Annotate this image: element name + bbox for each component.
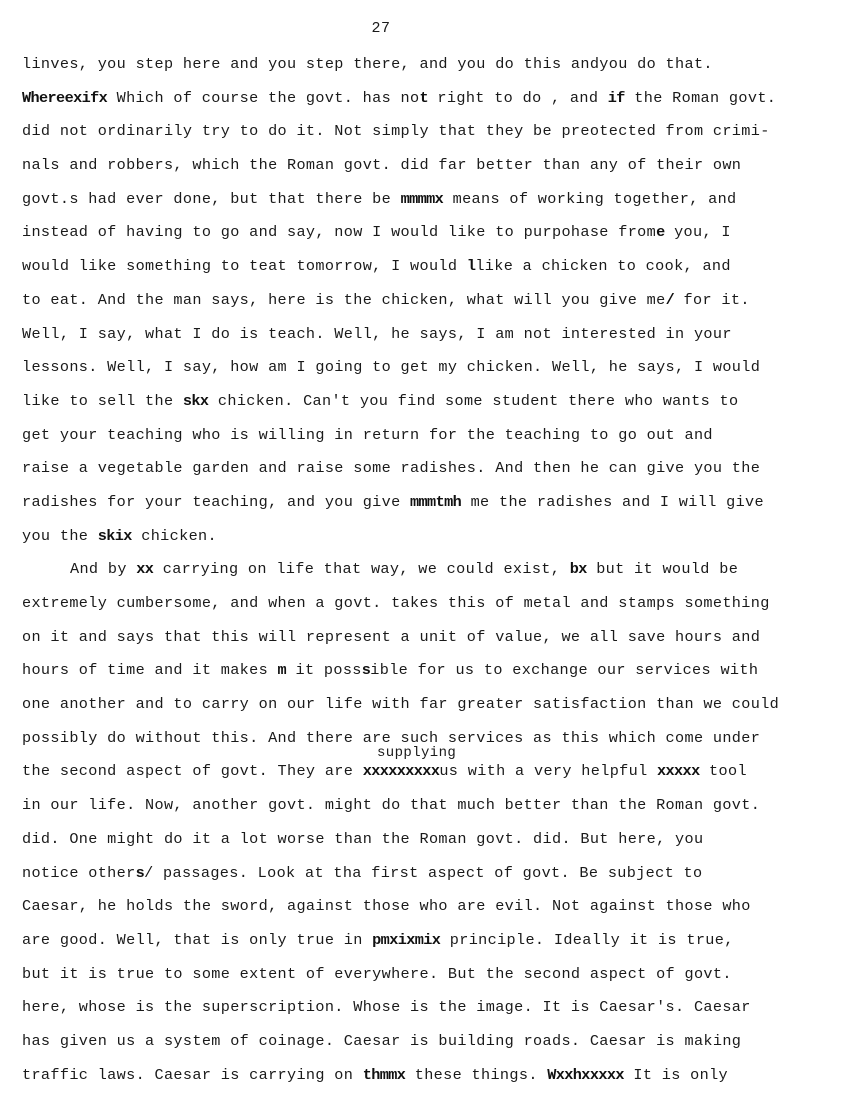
line-text: like to sell the <box>22 391 183 410</box>
struck-text: bx <box>569 560 587 579</box>
page-number: 27 <box>371 20 391 37</box>
line-text: me the radishes and I will give <box>461 492 764 511</box>
line-text: but it is true to some extent of everywhere. But the second aspect of govt. <box>22 964 732 983</box>
struck-text: mmmtmh <box>410 492 462 511</box>
text-line <box>22 963 842 997</box>
struck-text: mmmmx <box>400 189 444 208</box>
text-line <box>22 154 842 188</box>
struck-text: e <box>656 223 665 242</box>
text-line <box>22 457 842 491</box>
line-text: right to do , and <box>427 88 608 107</box>
line-text: principle. Ideally it is true, <box>440 930 734 949</box>
line-text: nals and robbers, which the Roman govt. did far better than any of their own <box>22 156 742 175</box>
struck-text: skx <box>182 391 209 410</box>
line-text: chicken. <box>131 526 217 545</box>
text-line <box>22 491 842 525</box>
line-text: the Roman govt. <box>624 88 777 107</box>
struck-text: l <box>466 257 476 276</box>
line-text: Well, I say, what I do is teach. Well, he says, I am not interested in your <box>22 324 732 343</box>
line-text: govt.s had ever done, but that there be <box>22 189 401 208</box>
line-text: one another and to carry on our life with far greater satisfaction than we could <box>22 695 780 714</box>
line-text: radishes for your teaching, and you give <box>22 492 411 511</box>
struck-text: xx <box>136 560 154 579</box>
struck-text: xxxxx <box>657 762 700 781</box>
line-text: / passages. Look at tha first aspect of govt. Be subject to <box>144 863 703 882</box>
line-text: lessons. Well, I say, how am I going to get my chicken. Well, he says, I would <box>22 358 761 377</box>
line-text: ible for us to exchange our services with <box>370 661 759 680</box>
line-text: It is only <box>623 1065 728 1084</box>
line-text: to eat. And the man says, here is the chicken, what will you give me <box>22 290 666 309</box>
line-text: us with a very helpful <box>439 762 658 781</box>
page-body <box>22 53 842 1097</box>
line-text: means of working together, and <box>443 189 737 208</box>
text-line <box>22 221 842 255</box>
text-line <box>22 255 842 289</box>
line-text: traffic laws. Caesar is carrying on <box>22 1065 363 1084</box>
text-line <box>22 862 842 896</box>
struck-text: xxxxxxxxx <box>362 762 440 781</box>
line-text: like a chicken to cook, and <box>475 257 731 276</box>
line-text: it poss <box>286 661 362 680</box>
text-line <box>22 745 842 794</box>
line-text: instead of having to go and say, now I would like to purpohase from <box>22 223 657 242</box>
struck-text: Whereexifx <box>22 88 108 107</box>
text-line <box>22 1064 842 1098</box>
line-text: the second aspect of govt. They are <box>22 762 363 781</box>
text-line <box>22 289 842 323</box>
text-line <box>22 188 842 222</box>
line-text: are good. Well, that is only true in <box>22 930 373 949</box>
text-line <box>22 390 842 424</box>
struck-text: if <box>607 88 625 107</box>
text-line <box>22 996 842 1030</box>
text-line <box>22 323 842 357</box>
line-text: would like something to teat tomorrow, I would <box>22 257 467 276</box>
struck-text: t <box>419 88 428 107</box>
text-line <box>22 87 842 121</box>
line-text: but it would be <box>586 560 739 579</box>
struck-text: pmxixmix <box>372 930 441 949</box>
line-text: on it and says that this will represent a unit of value, we all save hours and <box>22 627 761 646</box>
text-line <box>22 558 842 592</box>
text-line <box>22 1030 842 1064</box>
handwritten-insertion: supplying <box>377 745 457 762</box>
line-text: linves, you step here and you step there, and you do this andyou do that. <box>22 55 713 73</box>
line-text: you, I <box>664 223 731 242</box>
line-text: Which of course the govt. has no <box>107 88 420 107</box>
struck-text: / <box>665 290 675 309</box>
line-text: in our life. Now, another govt. might do that much better than the Roman govt. <box>22 796 761 815</box>
text-line <box>22 626 842 660</box>
text-line <box>22 828 842 862</box>
text-line <box>22 929 842 963</box>
line-text: did. One might do it a lot worse than the Roman govt. did. But here, you <box>22 829 704 848</box>
line-text: get your teaching who is willing in return for the teaching to go out and <box>22 425 713 444</box>
line-text: hours of time and it makes <box>22 661 278 680</box>
text-line <box>22 525 842 559</box>
struck-text: s <box>361 661 371 680</box>
line-text: for it. <box>674 290 750 309</box>
text-line <box>22 693 842 727</box>
struck-text: thmmx <box>362 1065 406 1084</box>
line-text: carrying on life that way, we could exist, <box>153 560 570 579</box>
text-line <box>22 53 842 87</box>
text-line <box>22 592 842 626</box>
struck-text: m <box>277 661 287 680</box>
line-text: here, whose is the superscription. Whose is the image. It is Caesar's. Caesar <box>22 998 751 1017</box>
struck-text: Wxxhxxxxx <box>547 1065 624 1084</box>
line-text: Caesar, he holds the sword, against those who are evil. Not against those who <box>22 897 751 916</box>
line-text: notice other <box>22 863 136 882</box>
struck-text: skix <box>97 526 132 545</box>
text-line <box>22 659 842 693</box>
text-line <box>22 424 842 458</box>
line-text: And by <box>70 560 137 579</box>
line-text: tool <box>699 762 747 781</box>
struck-text: s <box>135 863 145 882</box>
text-line <box>22 794 842 828</box>
line-text: has given us a system of coinage. Caesar is building roads. Caesar is making <box>22 1031 742 1050</box>
line-text: raise a vegetable garden and raise some radishes. And then he can give you the <box>22 459 761 478</box>
text-line <box>22 120 842 154</box>
line-text: you the <box>22 526 98 545</box>
line-text: extremely cumbersome, and when a govt. takes this of metal and stamps something <box>22 594 770 612</box>
line-text: did not ordinarily try to do it. Not simply that they be preotected from crimi- <box>22 122 770 141</box>
line-text: chicken. Can't you find some student there who wants to <box>208 391 739 410</box>
text-line <box>22 895 842 929</box>
line-text: possibly do without this. And there are such services as this which come under <box>22 728 761 747</box>
line-text: these things. <box>405 1065 548 1084</box>
text-line <box>22 356 842 390</box>
